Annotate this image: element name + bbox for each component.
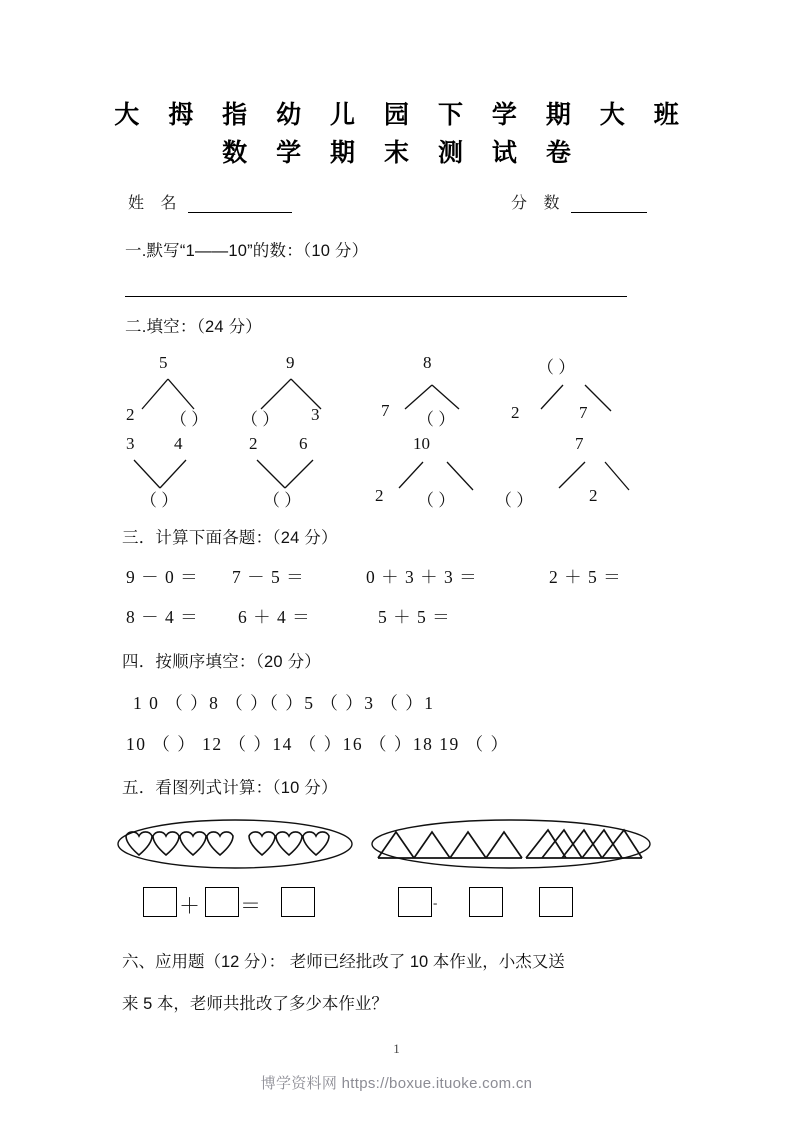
answer-box-eq2-c[interactable] [539,887,573,917]
bond-top-value: 5 [159,353,168,372]
section-6-heading-line-2: 来 5 本，老师共批改了多少本作业？ [122,995,388,1013]
answer-box-eq1-b[interactable] [205,887,239,917]
bond-left-value: 3 [126,434,135,453]
page-title [0,96,793,172]
answer-box-eq2-a[interactable] [398,887,432,917]
score-label: 分 数 [511,195,566,212]
name-label: 姓 名 [128,195,183,212]
calc-r1-item-1[interactable]: 9 － 0 ＝ [126,567,199,587]
minus-operator: - [433,895,438,910]
bond-top-value: 7 [575,434,584,453]
picture-group-hearts [116,818,356,876]
bond-left-value: 2 [126,405,135,424]
section-4-heading: 四．按顺序填空：（20 分） [122,653,321,671]
bond-right-value: （ ） [417,491,456,510]
bond-right-value: （ ） [417,410,456,429]
number-bond-r2-4[interactable] [495,436,645,508]
bond-left-value: 2 [249,434,258,453]
calc-r1-item-3[interactable]: 0 ＋ 3 ＋ 3 ＝ [366,567,478,587]
bond-left-value: （ ） [495,491,534,510]
bond-top-value: 9 [286,353,295,372]
section-1-heading: 一.默写“1——10”的数：（10 分） [125,242,369,260]
bond-left-value: 2 [511,403,520,422]
picture-group-triangles [370,817,652,877]
title-line-1: 大 拇 指 幼 儿 园 下 学 期 大 班 [114,101,690,129]
bond-left-value: （ ） [241,410,280,429]
header-fields [128,190,668,216]
bond-top-value: （ ） [140,491,179,510]
section-6-heading-line-1: 六、应用题（12 分）： 老师已经批改了 10 本作业，小杰又送 [122,953,565,971]
score-input-blank[interactable] [571,198,647,213]
watermark: 博学资料网 https://boxue.ituoke.com.cn [260,1075,533,1092]
calc-r2-item-1[interactable]: 8 － 4 ＝ [126,607,199,627]
equals-operator: ＝ [240,894,261,918]
section-1-answer-line[interactable] [125,296,627,297]
score-field [511,190,647,213]
bond-top-value: （ ） [263,491,302,510]
bond-right-value: （ ） [170,410,209,429]
calc-r1-item-4[interactable]: 2 ＋ 5 ＝ [549,567,622,587]
answer-box-eq2-b[interactable] [469,887,503,917]
bond-right-value: 6 [299,434,308,453]
plus-operator: ＋ [179,894,200,918]
answer-box-eq1-c[interactable] [281,887,315,917]
page-number: 1 [393,1041,400,1056]
bond-top-value: （ ） [537,358,576,377]
sequence-row-1[interactable]: 1 0 （ ）8 （ ）（ ）5 （ ）3 （ ）1 [133,693,435,713]
calc-r2-item-3[interactable]: 5 ＋ 5 ＝ [378,607,451,627]
section-3-heading: 三．计算下面各题：（24 分） [122,529,338,547]
bond-right-value: 3 [311,405,320,424]
bond-right-value: 7 [579,403,588,422]
bond-right-value: 4 [174,434,183,453]
calc-r1-item-2[interactable]: 7 － 5 ＝ [232,567,305,587]
number-bond-r1-2[interactable] [241,353,399,429]
bond-left-value: 2 [375,486,384,505]
answer-box-eq1-a[interactable] [143,887,177,917]
section-2-heading: 二.填空：（24 分） [125,318,262,336]
bond-top-value: 10 [413,434,430,453]
bond-left-value: 7 [381,401,390,420]
name-input-blank[interactable] [188,198,292,213]
section-5-heading: 五．看图列式计算：（10 分） [122,779,338,797]
calc-r2-item-2[interactable]: 6 ＋ 4 ＝ [238,607,311,627]
bond-top-value: 8 [423,353,432,372]
sequence-row-2[interactable]: 10 （ ） 12 （ ）14 （ ）16 （ ）18 19 （ ） [126,734,510,754]
title-line-2: 数 学 期 末 测 试 卷 [222,139,582,167]
number-bond-r1-4[interactable] [513,355,663,427]
name-field [128,190,292,213]
bond-right-value: 2 [589,486,598,505]
